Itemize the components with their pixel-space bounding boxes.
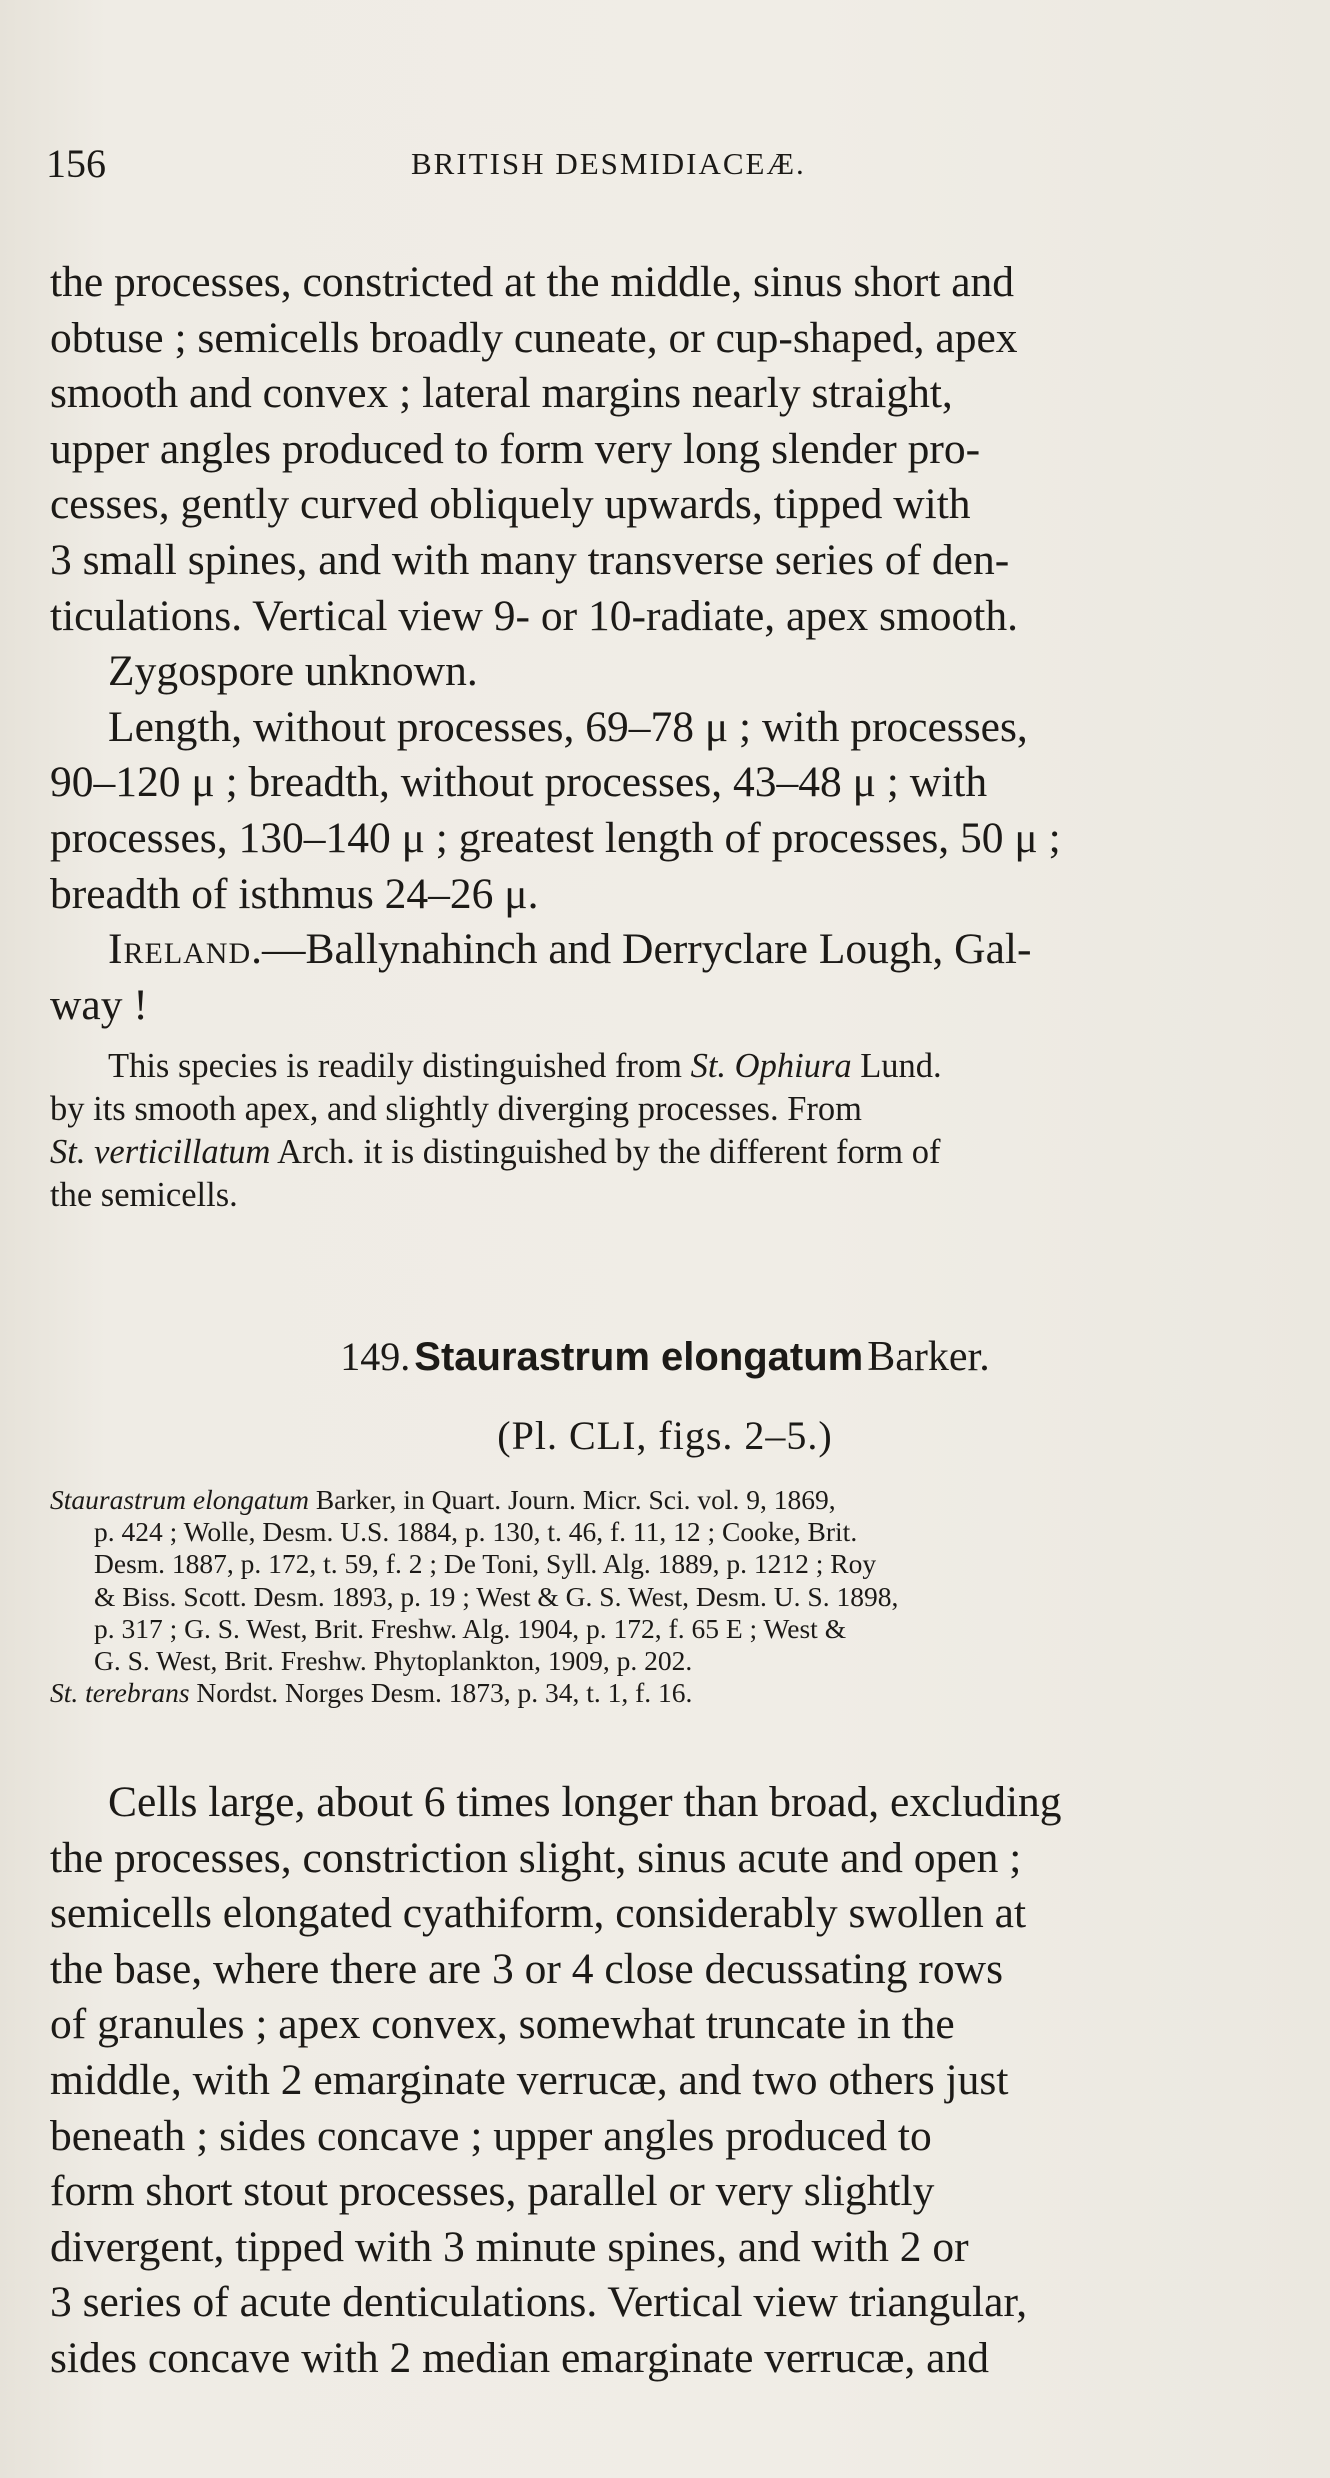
species-number: 149. bbox=[340, 1334, 411, 1379]
note-line: the semicells. bbox=[50, 1176, 238, 1214]
citation-taxon: Staurastrum elongatum bbox=[50, 1484, 309, 1515]
measurement-line: 90–120 μ ; breadth, without processes, 43–48 μ ; with bbox=[50, 758, 988, 807]
description-line: divergent, tipped with 3 minute spines, and with 2 or bbox=[50, 2222, 969, 2271]
text-line: the processes, constricted at the middle, sinus short and bbox=[50, 258, 1015, 306]
page-number: 156 bbox=[46, 141, 106, 186]
note-line bbox=[50, 1045, 1275, 1088]
species-description bbox=[50, 1775, 1275, 2387]
measurement-line: Length, without processes, 69–78 μ ; with processes, bbox=[108, 702, 1028, 751]
measurement-line: breadth of isthmus 24–26 μ. bbox=[50, 869, 539, 918]
text-line: ticulations. Vertical view 9- or 10-radiate, apex smooth. bbox=[50, 591, 1019, 640]
page-header bbox=[46, 140, 1276, 190]
citation-line bbox=[50, 1484, 1275, 1516]
locality-line bbox=[50, 922, 1275, 978]
note-text: This species is readily distinguished from bbox=[108, 1047, 691, 1085]
text-line: smooth and convex ; lateral margins nearly straight, bbox=[50, 369, 953, 418]
description-line: 3 series of acute denticulations. Vertical view triangular, bbox=[50, 2278, 1028, 2327]
note-line: by its smooth apex, and slightly diverging processes. From bbox=[50, 1090, 862, 1128]
text-line: cesses, gently curved obliquely upwards, tipped with bbox=[50, 480, 971, 529]
description-line: beneath ; sides concave ; upper angles produced to bbox=[50, 2111, 932, 2160]
running-head: BRITISH DESMIDIACEÆ. bbox=[411, 146, 806, 181]
text-line: upper angles produced to form very long slender pro- bbox=[50, 424, 981, 473]
species-author: Barker. bbox=[867, 1334, 990, 1380]
text-line: obtuse ; semicells broadly cuneate, or cup-shaped, apex bbox=[50, 313, 1018, 362]
citation-text: Nordst. Norges Desm. 1873, p. 34, t. 1, f. 16. bbox=[189, 1677, 693, 1709]
description-line: of granules ; apex convex, somewhat truncate in the bbox=[50, 2000, 955, 2049]
citation-taxon: St. terebrans bbox=[50, 1677, 190, 1709]
note-line bbox=[50, 1131, 1275, 1174]
citation-line: & Biss. Scott. Desm. 1893, p. 19 ; West & G. S. West, Desm. U. S. 1898, bbox=[94, 1580, 899, 1612]
species-name: Staurastrum elongatum bbox=[414, 1335, 864, 1379]
citation-line: p. 317 ; G. S. West, Brit. Freshw. Alg. 1904, p. 172, f. 65 E ; West & bbox=[94, 1612, 847, 1644]
citation-text: Barker, in Quart. Journ. Micr. Sci. vol. 9, 1869, bbox=[308, 1484, 836, 1515]
citation-line: Desm. 1887, p. 172, t. 59, f. 2 ; De Toni, Syll. Alg. 1889, p. 1212 ; Roy bbox=[94, 1548, 877, 1580]
note-taxon: St. Ophiura bbox=[690, 1047, 852, 1085]
citation-line: p. 424 ; Wolle, Desm. U.S. 1884, p. 130, t. 46, f. 11, 12 ; Cooke, Brit. bbox=[94, 1516, 858, 1548]
previous-species-description bbox=[50, 255, 1275, 1033]
note-text: Lund. bbox=[851, 1047, 942, 1085]
note-text: Arch. it is distinguished by the different form of bbox=[270, 1133, 941, 1171]
description-line: form short stout processes, parallel or very slightly bbox=[50, 2167, 935, 2216]
citation-line bbox=[50, 1677, 1275, 1709]
text-line: 3 small spines, and with many transverse series of den- bbox=[50, 535, 1010, 584]
synonymy-citations bbox=[50, 1484, 1275, 1709]
species-note bbox=[50, 1045, 1275, 1217]
species-title bbox=[0, 1333, 1330, 1381]
measurement-line: processes, 130–140 μ ; greatest length of processes, 50 μ ; bbox=[50, 813, 1061, 862]
locality-country: Ireland bbox=[108, 925, 252, 974]
note-taxon: St. verticillatum bbox=[50, 1133, 271, 1171]
description-line: Cells large, about 6 times longer than broad, excluding bbox=[108, 1778, 1062, 1826]
description-line: the base, where there are 3 or 4 close decussating rows bbox=[50, 1944, 1004, 1993]
plate-reference: (Pl. CLI, figs. 2–5.) bbox=[497, 1413, 833, 1458]
zygospore-line: Zygospore unknown. bbox=[108, 647, 478, 696]
citation-line: G. S. West, Brit. Freshw. Phytoplankton, 1909, p. 202. bbox=[94, 1645, 693, 1677]
description-line: the processes, constriction slight, sinus acute and open ; bbox=[50, 1833, 1022, 1882]
locality-text: .—Ballynahinch and Derryclare Lough, Gal- bbox=[251, 925, 1032, 974]
description-line: middle, with 2 emarginate verrucæ, and two others just bbox=[50, 2055, 1009, 2104]
locality-line: way ! bbox=[50, 980, 148, 1029]
description-line: semicells elongated cyathiform, considerably swollen at bbox=[50, 1889, 1027, 1938]
description-line: sides concave with 2 median emarginate verrucæ, and bbox=[50, 2333, 989, 2382]
